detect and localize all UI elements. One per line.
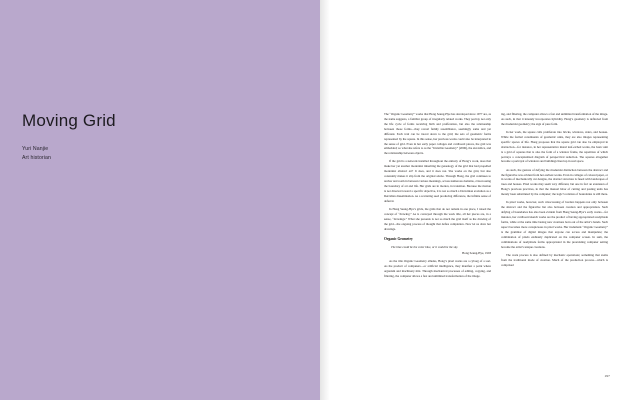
author-name: Yuri Nanjie — [22, 145, 49, 152]
text-columns — [384, 112, 608, 372]
right-page — [320, 0, 640, 400]
body-paragraph: As the title Organic Geometry alludes, Hong’s pixel works are a cyborg of a sort. As the product of computers—or artificial intelligence, they manifest a point where organism and machinery mix. Through mechanical processes of editing, copying, and filtering, the computer allows a fast and unlimited transformation of the image. — [384, 259, 491, 278]
body-paragraph: If the grid is a network installed throughout the entirety of Hong’s work, does that make her yet another modernist inheriting the genealogy of the grid that had propelled modernist abstract art? It does, and it does not. She works on the grid, but also constantly makes it slip from the original adobe. Through Hong, the grid continues to anchor and roam in between various meanings, across numerous domains, crisscrossing the boundary of art and life. Her grids are in motion, in transition. Because the motion is not directed toward a specific objective, it is not so much a Darwinian evolution as a Derridian dissemination. As a scattering seed producing difference, the infinite sense of deferral. — [384, 159, 491, 203]
body-paragraph: ing, and filtering, the computer allows a fast and unlimited transformation of the image. As such, in that it innately incorporates hybridity, Hong’s geometry is deflected from the modernist geometry; the sign of pure form. — [501, 112, 608, 126]
author-role: Art historian — [22, 154, 51, 161]
pullquote — [384, 245, 491, 256]
title-block — [22, 112, 262, 162]
section-subhead: Organic Geometry — [384, 236, 413, 241]
column-right — [501, 112, 608, 372]
body-paragraph: As such, the gesture of defying the modernist distinction between the abstract and the figurative was evident from her earliest works. Even in collages of colored paper, or in works of mechanically cut designs, the abstract structure is fused with landscapes of trees and houses. Pixel works may seem very different, but one in fact an extension of Hong’s previous practices, in that the manual labor of cutting and pasting units has merely been substituted by the computer; the logic’s relation of boundaries is still there. — [501, 167, 608, 197]
body-paragraph: In her work, the square calls proliferate into bricks, windows, stairs, and houses. While the formal constituents of geometric units, they are also images representing specific spaces of life. Hong proposes that the square grid can also be employed in abstraction—for instance, in her representative mural leaf-etched works, the basic unit is a grid of squares that is also the form of a window frame, the repetition of which portrays a conceptualized diagram of perspectival reduction. The squares altogether become a portrayal of windows and buildings lined up in real space. — [501, 129, 608, 164]
column-left — [384, 112, 491, 372]
body-paragraph: The work process is also defined by mechanic operations; something that stems from the traditional mode of creation. Much of the production process—which is comprised — [501, 252, 608, 267]
page-title: Moving Grid — [22, 111, 116, 130]
body-paragraph: In Hong Seung-Hye’s grids, the grids that do not remain in one place, I raised the concept of “drawing.” As is conveyed through the work title, all her pieces are, in a sense, “drawings.” What she presents is not so much the grid itself as the drawing of the grid—the ongoing process of thought that defies completion. Now let us draw her drawings. — [384, 206, 491, 231]
body-paragraph: In pixel works, however, such crisscrossing of borders happens not only between the abstract and the figurative but also between creation and appropriation. Such defying of boundaries has also been evident from Hong Seung-Hye’s early works—for instance, her cardboard sketch works are the product of having appropriated readymade forms, while at the same time basing new creations born out of the artist’s hands. Such aspect becomes more conspicuous in pixel works. Her trademark “Organic Geometry” is the grammar of digital images that anyone can access and manipulate; the combination of pixels endlessly duplicated on the computer screen. In sum, the combinations of readymade forms appropriated in the preexisting computer setting become the artist’s unique creations. — [501, 200, 608, 249]
body-paragraph: The “Organic Geometry” works that Hong Seung-Hye has developed since 1977 are, as the name suggests, a familiar group of irregularly related works. They portray not only the life cycle of forms receiving birth and profferation, but also the relationship between those forms—they reveal family resemblance, seemingly same and yet different. Each trait can be traced down to the grid; the sets of geometric forms represented by the square. In this sense, her previous works could also be interpreted in the sense of grid. Even in her early paper collages and cardboard pieces, the grid was embedded; so what she refers to as the “Invisible Geometry” (2006), the ski-lattice, and the relationship between objects. — [384, 112, 491, 156]
page-number: 197 — [604, 374, 610, 378]
pullquote-text: The blue could be the color blue, or it could be the sky. — [391, 244, 459, 249]
pullquote-attribution: Hong Seung-Hye, 1993 — [462, 251, 491, 256]
